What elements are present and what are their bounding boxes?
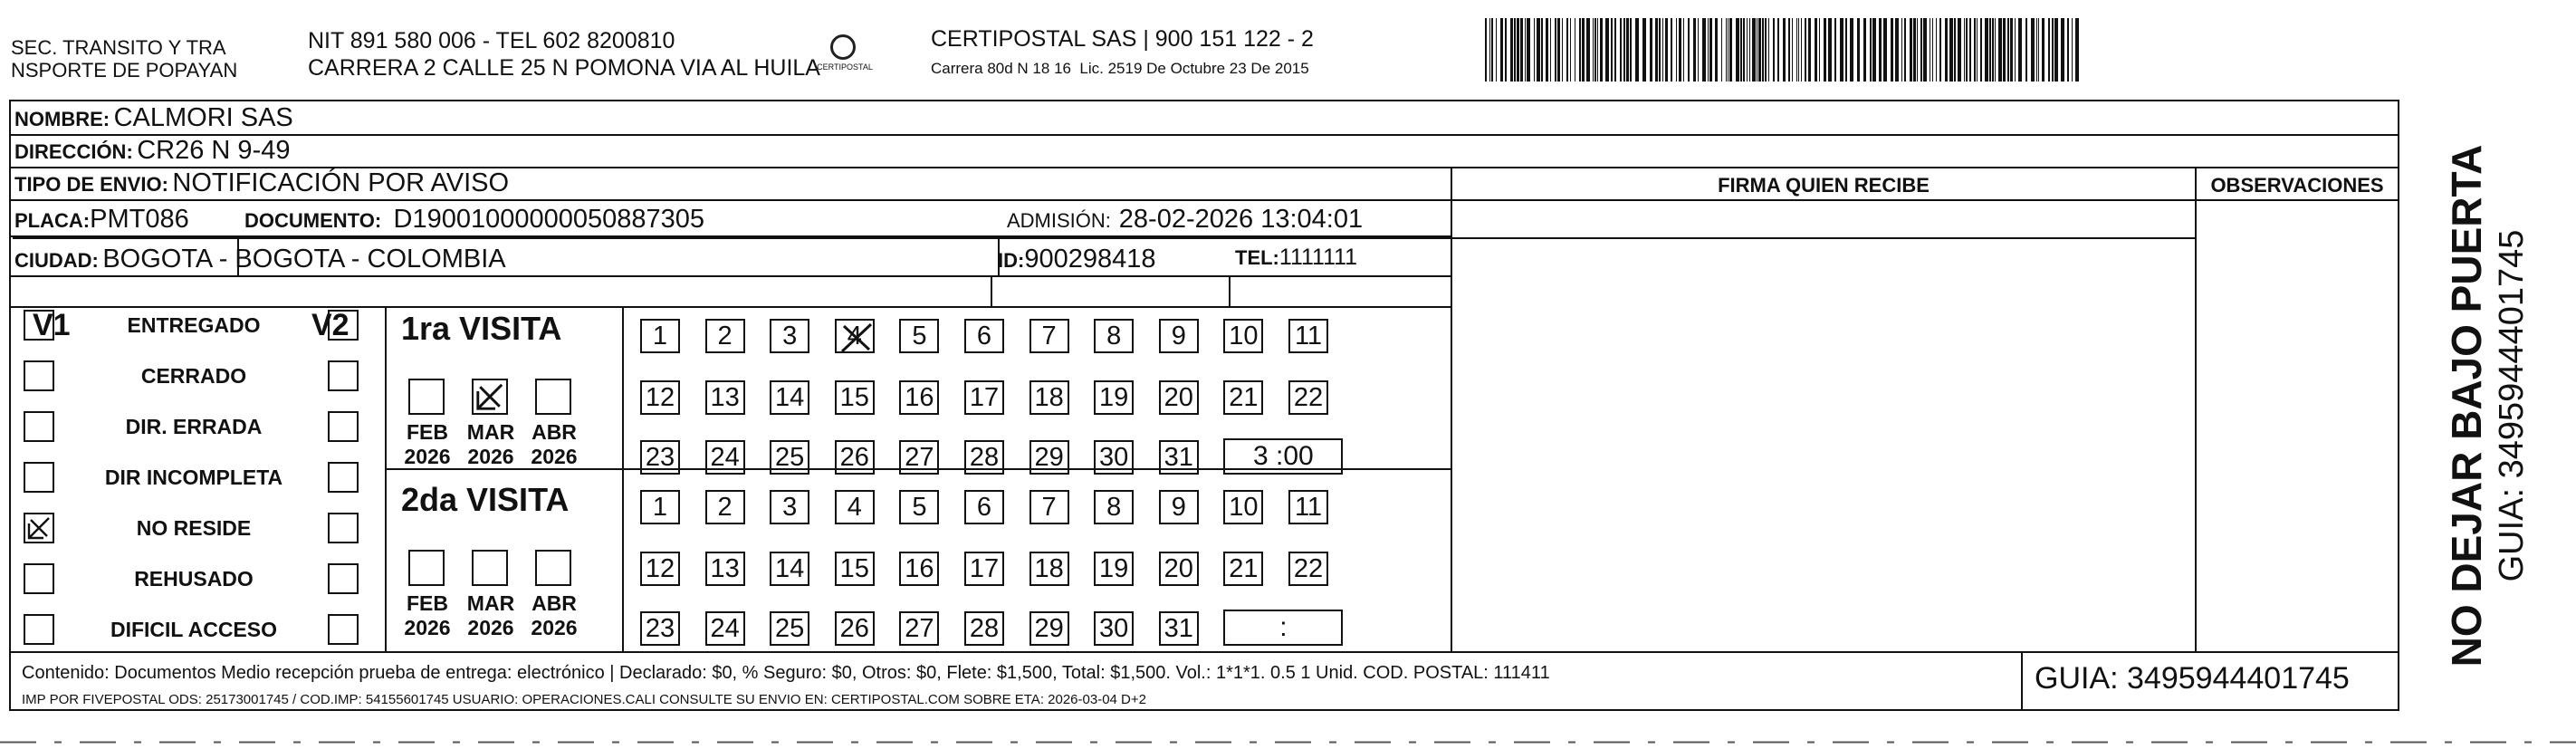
divider bbox=[11, 651, 2398, 653]
status-v1-checkbox[interactable] bbox=[24, 563, 54, 594]
day-box[interactable]: 29 bbox=[1029, 611, 1069, 646]
month-label bbox=[396, 591, 459, 640]
placa-row bbox=[14, 205, 189, 235]
month-label bbox=[522, 591, 586, 640]
side-warning: NO DEJAR BAJO PUERTA bbox=[2443, 144, 2490, 667]
barcode-icon bbox=[1485, 18, 2083, 82]
day-box[interactable]: 6 bbox=[964, 490, 1004, 524]
day-box[interactable]: 24 bbox=[705, 611, 745, 646]
id-value: 900298418 bbox=[1024, 245, 1156, 274]
day-box[interactable]: 23 bbox=[640, 440, 680, 475]
day-box[interactable]: 14 bbox=[770, 552, 809, 586]
day-box[interactable]: 5 bbox=[899, 319, 939, 353]
documento-value: D19001000000050887305 bbox=[393, 205, 705, 234]
day-box[interactable]: 28 bbox=[964, 611, 1004, 646]
admision-row bbox=[1007, 205, 1363, 235]
courier-license: Carrera 80d N 18 16 Lic. 2519 De Octubre 23 De 2015 bbox=[931, 60, 1309, 77]
day-box[interactable]: 14 bbox=[770, 380, 809, 415]
day-box[interactable]: 10 bbox=[1223, 490, 1263, 524]
logo-text: CERTIPOSTAL bbox=[817, 62, 873, 72]
day-box[interactable]: 30 bbox=[1094, 440, 1134, 475]
status-label: DIR INCOMPLETA bbox=[104, 466, 283, 489]
side-guia: GUIA: 3495944401745 bbox=[2493, 229, 2531, 582]
ciudad-row bbox=[14, 245, 506, 274]
day-box[interactable]: 28 bbox=[964, 440, 1004, 475]
placa-value: PMT086 bbox=[90, 205, 189, 234]
day-box[interactable]: 8 bbox=[1094, 490, 1134, 524]
documento-label: DOCUMENTO: bbox=[244, 209, 382, 232]
month-year: 2026 bbox=[467, 445, 514, 468]
documento-row bbox=[244, 205, 704, 235]
day-box[interactable]: 9 bbox=[1159, 319, 1199, 353]
admision-value: 28-02-2026 13:04:01 bbox=[1118, 205, 1364, 234]
month-checkbox[interactable] bbox=[472, 550, 508, 586]
status-v2-checkbox[interactable] bbox=[328, 360, 359, 391]
day-box[interactable]: 19 bbox=[1094, 552, 1134, 586]
firma-label: FIRMA QUIEN RECIBE bbox=[1718, 174, 1930, 197]
status-v1-checkbox[interactable] bbox=[24, 614, 54, 645]
status-v2-checkbox[interactable] bbox=[328, 513, 359, 543]
sender-line-1: SEC. TRANSITO Y TRA bbox=[11, 36, 226, 59]
day-box[interactable]: 9 bbox=[1159, 490, 1199, 524]
month-name: MAR bbox=[466, 420, 515, 444]
day-box[interactable]: 18 bbox=[1029, 552, 1069, 586]
day-box[interactable]: 2 bbox=[705, 319, 745, 353]
day-box[interactable]: 7 bbox=[1029, 490, 1069, 524]
day-box[interactable]: 13 bbox=[705, 380, 745, 415]
divider bbox=[2195, 167, 2197, 651]
day-box[interactable]: 2 bbox=[705, 490, 745, 524]
status-label: CERRADO bbox=[140, 364, 247, 388]
day-box[interactable]: 5 bbox=[899, 490, 939, 524]
nit-line-2: CARRERA 2 CALLE 25 N POMONA VIA AL HUILA bbox=[308, 55, 820, 81]
status-label: REHUSADO bbox=[134, 567, 254, 591]
divider bbox=[2021, 651, 2023, 711]
day-box[interactable]: 26 bbox=[835, 440, 875, 475]
status-v2-checkbox[interactable] bbox=[328, 614, 359, 645]
month-year: 2026 bbox=[404, 616, 451, 639]
admision-label: ADMISIÓN: bbox=[1007, 209, 1111, 232]
day-box[interactable]: 3 bbox=[770, 319, 809, 353]
side-notice-text bbox=[2442, 145, 2533, 667]
observations-area[interactable] bbox=[2198, 239, 2396, 649]
day-box[interactable]: 21 bbox=[1223, 552, 1263, 586]
status-v1-checkbox[interactable] bbox=[24, 462, 54, 493]
month-name: ABR bbox=[531, 591, 577, 615]
day-box[interactable]: 18 bbox=[1029, 380, 1069, 415]
observaciones-label: OBSERVACIONES bbox=[2210, 174, 2384, 197]
status-v1-checkbox[interactable] bbox=[24, 513, 54, 543]
month-name: ABR bbox=[531, 420, 577, 444]
month-checkbox[interactable] bbox=[535, 550, 571, 586]
ciudad-value: BOGOTA - BOGOTA - COLOMBIA bbox=[102, 245, 506, 274]
status-section bbox=[11, 308, 384, 650]
day-box[interactable]: 16 bbox=[899, 380, 939, 415]
imp-text: IMP POR FIVEPOSTAL ODS: 25173001745 / COD.IMP: 54155601745 USUARIO: OPERACIONES.CALI CONSULTE SU ENVIO EN: CERTIPOSTAL.COM SOBRE ETA: 2026-03-04 D+2 bbox=[22, 692, 1146, 707]
status-v2-checkbox[interactable] bbox=[328, 310, 359, 341]
day-box[interactable]: 8 bbox=[1094, 319, 1134, 353]
divider bbox=[1451, 167, 1452, 651]
direccion-label: DIRECCIÓN: bbox=[14, 140, 133, 163]
tel-row bbox=[1235, 245, 1357, 271]
day-box[interactable]: 16 bbox=[899, 552, 939, 586]
month-checkbox[interactable] bbox=[408, 379, 445, 415]
status-label: DIR. ERRADA bbox=[125, 415, 263, 438]
day-box[interactable]: 17 bbox=[964, 380, 1004, 415]
status-v1-checkbox[interactable] bbox=[24, 310, 54, 341]
divider bbox=[11, 134, 2398, 136]
visits-section bbox=[387, 308, 1451, 650]
status-label: DIFICIL ACCESO bbox=[110, 618, 277, 641]
day-box[interactable]: 30 bbox=[1094, 611, 1134, 646]
day-box[interactable]: 20 bbox=[1159, 552, 1199, 586]
guia-number: GUIA: 3495944401745 bbox=[2035, 661, 2350, 696]
divider bbox=[11, 199, 2398, 201]
courier-logo bbox=[809, 34, 881, 78]
day-box[interactable]: 22 bbox=[1288, 380, 1328, 415]
status-label: NO RESIDE bbox=[136, 516, 252, 540]
tipo-envio-value: NOTIFICACIÓN POR AVISO bbox=[172, 168, 510, 197]
day-box[interactable]: 26 bbox=[835, 611, 875, 646]
status-v1-checkbox[interactable] bbox=[24, 411, 54, 442]
id-label: ID: bbox=[998, 249, 1025, 272]
day-box[interactable]: 22 bbox=[1288, 552, 1328, 586]
status-v2-checkbox[interactable] bbox=[328, 411, 359, 442]
visit-time[interactable]: : bbox=[1223, 610, 1343, 646]
day-box[interactable]: 15 bbox=[835, 552, 875, 586]
day-box[interactable]: 25 bbox=[770, 440, 809, 475]
month-year: 2026 bbox=[404, 445, 451, 468]
day-box[interactable]: 27 bbox=[899, 611, 939, 646]
day-box[interactable]: 29 bbox=[1029, 440, 1069, 475]
month-name: FEB bbox=[407, 591, 448, 615]
visit-title: 2da VISITA bbox=[401, 481, 570, 518]
day-box[interactable]: 3 bbox=[770, 490, 809, 524]
nombre-value: CALMORI SAS bbox=[113, 103, 293, 132]
day-box[interactable]: 11 bbox=[1288, 490, 1328, 524]
tel-value: 1111111 bbox=[1278, 245, 1358, 270]
v2-label: V2 bbox=[311, 308, 350, 342]
visit-title: 1ra VISITA bbox=[401, 310, 562, 347]
visit-time[interactable]: 3 :00 bbox=[1223, 438, 1343, 475]
month-label bbox=[459, 591, 522, 640]
day-box[interactable]: 25 bbox=[770, 611, 809, 646]
tipo-envio-label: TIPO DE ENVIO: bbox=[14, 173, 168, 196]
month-checkbox[interactable] bbox=[472, 379, 508, 415]
tel-label: TEL: bbox=[1235, 246, 1279, 269]
nombre-row bbox=[14, 103, 293, 133]
day-box[interactable]: 4 bbox=[835, 490, 875, 524]
month-name: FEB bbox=[407, 420, 448, 444]
divider bbox=[991, 275, 992, 306]
day-box[interactable]: 7 bbox=[1029, 319, 1069, 353]
month-year: 2026 bbox=[467, 616, 514, 639]
divider bbox=[1229, 275, 1231, 306]
day-box[interactable]: 31 bbox=[1159, 440, 1199, 475]
month-checkbox[interactable] bbox=[408, 550, 445, 586]
month-label bbox=[522, 420, 586, 469]
divider bbox=[11, 275, 1451, 277]
day-box[interactable]: 20 bbox=[1159, 380, 1199, 415]
month-year: 2026 bbox=[531, 616, 578, 639]
day-box[interactable]: 17 bbox=[964, 552, 1004, 586]
day-box[interactable]: 15 bbox=[835, 380, 875, 415]
placa-label: PLACA: bbox=[14, 209, 91, 232]
month-label bbox=[396, 420, 459, 469]
day-box[interactable]: 13 bbox=[705, 552, 745, 586]
month-name: MAR bbox=[466, 591, 515, 615]
status-v2-checkbox[interactable] bbox=[328, 563, 359, 594]
day-box[interactable]: 24 bbox=[705, 440, 745, 475]
status-v2-checkbox[interactable] bbox=[328, 462, 359, 493]
direccion-row bbox=[14, 136, 290, 166]
month-checkbox[interactable] bbox=[535, 379, 571, 415]
day-box[interactable]: 1 bbox=[640, 319, 680, 353]
cut-line bbox=[0, 741, 2576, 744]
ciudad-label: CIUDAD: bbox=[14, 249, 99, 272]
day-box[interactable]: 1 bbox=[640, 490, 680, 524]
day-box[interactable]: 21 bbox=[1223, 380, 1263, 415]
month-label bbox=[459, 420, 522, 469]
status-v1-checkbox[interactable] bbox=[24, 360, 54, 391]
day-box[interactable]: 10 bbox=[1223, 319, 1263, 353]
side-notice bbox=[2401, 100, 2573, 711]
sender-name bbox=[11, 36, 237, 82]
status-label: ENTREGADO bbox=[127, 313, 261, 337]
day-box[interactable]: 23 bbox=[640, 611, 680, 646]
id-row bbox=[998, 245, 1155, 274]
day-box[interactable]: 4 bbox=[835, 319, 875, 353]
day-box[interactable]: 12 bbox=[640, 552, 680, 586]
sender-line-2: NSPORTE DE POPAYAN bbox=[11, 59, 238, 82]
logo-icon bbox=[830, 34, 856, 60]
nombre-label: NOMBRE: bbox=[14, 108, 110, 130]
contenido-text: Contenido: Documentos Medio recepción prueba de entrega: electrónico | Declarado: $0, % Seguro: $0, Otros: $0, Flete: $1,500, Total: $1,500. Vol.: 1*1*1. 0.5 1 Unid. COD. POSTAL: 111411 bbox=[22, 663, 1550, 683]
day-box[interactable]: 19 bbox=[1094, 380, 1134, 415]
v1-label: V1 bbox=[33, 308, 71, 342]
month-year: 2026 bbox=[531, 445, 578, 468]
direccion-value: CR26 N 9-49 bbox=[137, 136, 291, 165]
signature-area[interactable] bbox=[1454, 239, 2193, 649]
sender-contact bbox=[308, 27, 820, 82]
day-box[interactable]: 6 bbox=[964, 319, 1004, 353]
day-box[interactable]: 31 bbox=[1159, 611, 1199, 646]
delivery-form bbox=[9, 100, 2399, 711]
day-box[interactable]: 27 bbox=[899, 440, 939, 475]
nit-line-1: NIT 891 580 006 - TEL 602 8200810 bbox=[308, 28, 675, 53]
day-box[interactable]: 12 bbox=[640, 380, 680, 415]
tipo-envio-row bbox=[14, 168, 509, 198]
day-box[interactable]: 11 bbox=[1288, 319, 1328, 353]
courier-name: CERTIPOSTAL SAS | 900 151 122 - 2 bbox=[931, 26, 1314, 52]
